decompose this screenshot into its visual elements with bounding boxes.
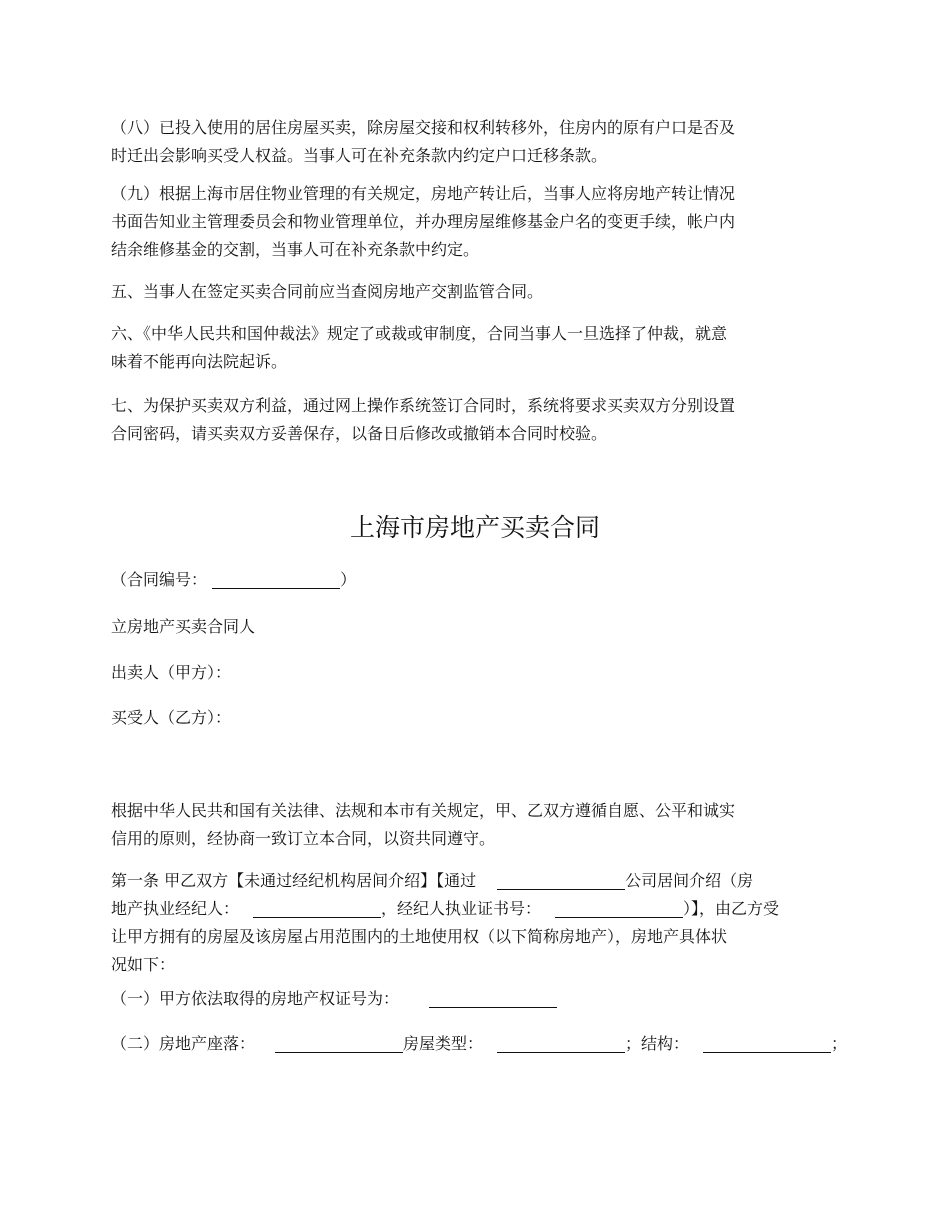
note-item-8: （八）已投入使用的居住房屋买卖，除房屋交接和权利转移外，住房内的原有户口是否及 时迁出会影响买受人权益。当事人可在补充条款内约定户口迁移条款。 [111, 118, 736, 165]
contract-number-line: （合同编号： ） [111, 570, 357, 589]
note-item-6: 六、《中华人民共和国仲裁法》规定了或裁或审制度，合同当事人一旦选择了仲裁，就意 味着不能再向法院起诉。 [111, 324, 728, 371]
article-1: 第一条 甲乙双方【未通过经纪机构居间介绍】【通过 公司居间介绍（房 地产执业经纪人： ，经纪人执业证书号： ）】，由乙方受 让甲方拥有的房屋及该房屋占用范围内的土地使用权（以下简称房地产），房地产具体状 况如下： [111, 871, 780, 974]
note-item-7: 七、为保护买卖双方利益，通过网上操作系统签订合同时，系统将要求买卖双方分别设置 合同密码，请买卖双方妥善保存，以备日后修改或撤销本合同时校验。 [111, 396, 736, 443]
seller-label: 出卖人（甲方）： [111, 663, 232, 682]
house-type-field[interactable] [497, 1032, 625, 1053]
parties-heading: 立房地产买卖合同人 [111, 617, 256, 636]
clause-1: （一）甲方依法取得的房地产权证号为： [111, 985, 811, 1013]
property-certificate-field[interactable] [429, 987, 557, 1008]
note-item-5: 五、当事人在签定买卖合同前应当查阅房地产交割监管合同。 [111, 282, 544, 301]
property-location-field[interactable] [275, 1032, 403, 1053]
broker-license-field[interactable] [555, 897, 683, 918]
contract-title: 上海市房地产买卖合同 [349, 513, 600, 542]
contract-number-field[interactable] [212, 568, 340, 589]
preamble: 根据中华人民共和国有关法律、法规和本市有关规定，甲、乙双方遵循自愿、公平和诚实 信用的原则，经协商一致订立本合同，以资共同遵守。 [111, 801, 736, 848]
agency-company-field[interactable] [497, 869, 625, 890]
buyer-label: 买受人（乙方）： [111, 708, 232, 727]
note-item-9: （九）根据上海市居住物业管理的有关规定，房地产转让后，当事人应将房地产转让情况 书面告知业主管理委员会和物业管理单位，并办理房屋维修基金户名的变更手续，帐户内 结余维修基金的交割，当事人可在补充条款中约定。 [111, 184, 736, 259]
clause-2: （二）房地产座落： 房屋类型： ；结构： ； [111, 1034, 848, 1053]
structure-field[interactable] [703, 1032, 831, 1053]
broker-name-field[interactable] [253, 897, 381, 918]
